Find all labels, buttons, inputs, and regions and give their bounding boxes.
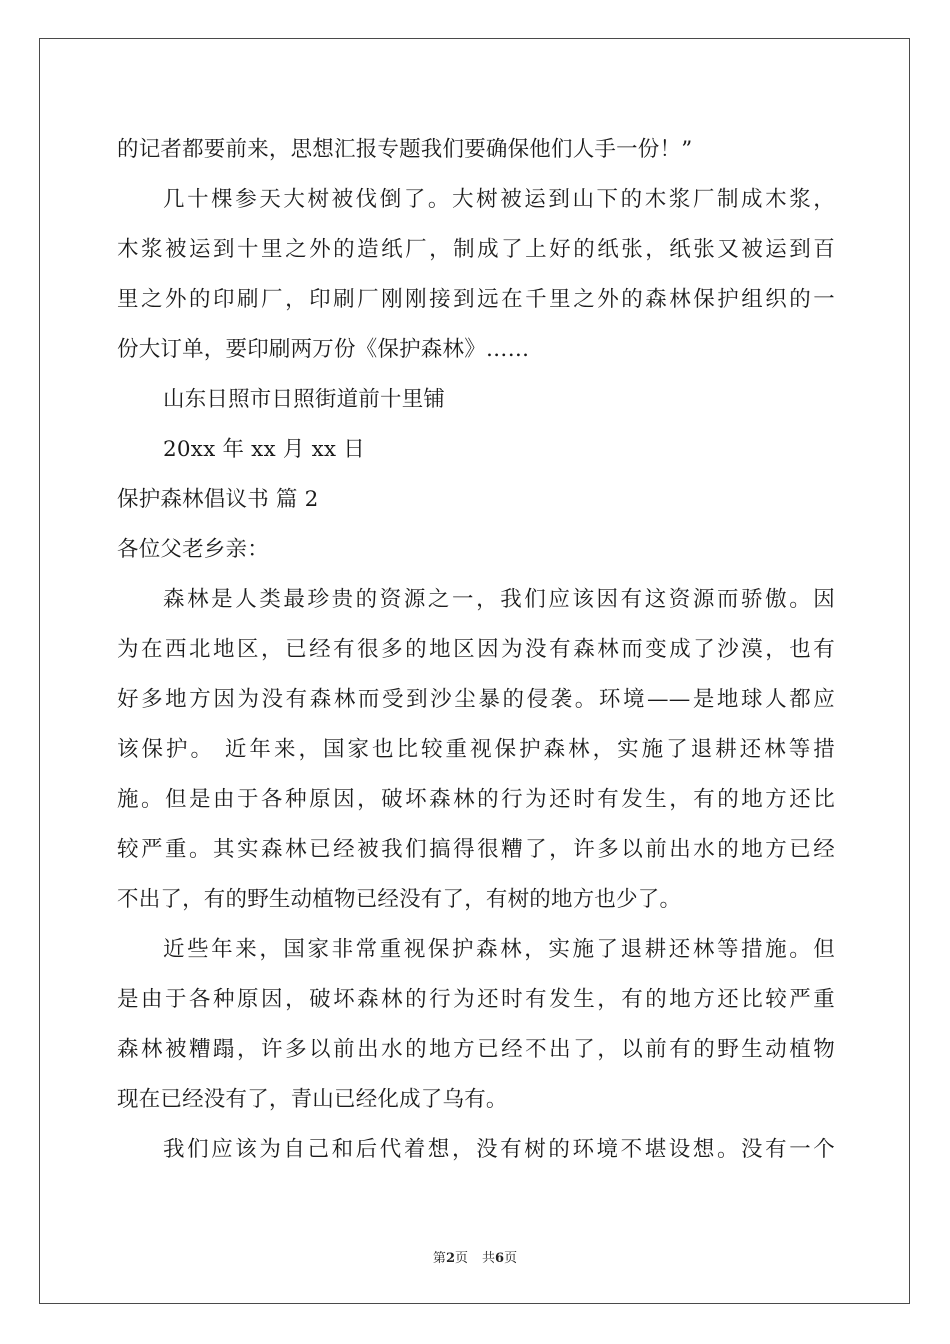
- text-line: 施。但是由于各种原因，破坏森林的行为还时有发生，有的地方还比: [117, 787, 835, 812]
- text-line: 木浆被运到十里之外的造纸厂，制成了上好的纸张，纸张又被运到百: [117, 237, 835, 262]
- total-pages-prefix: 共: [482, 1251, 496, 1266]
- salutation: 各位父老乡亲：: [117, 537, 269, 562]
- document-body: [117, 125, 835, 1175]
- text-line: 的记者都要前来，思想汇报专题我们要确保他们人手一份！”: [117, 137, 693, 162]
- address-line: 山东日照市日照街道前十里铺: [163, 387, 446, 412]
- page-footer: [0, 1247, 950, 1266]
- text-line: 份大订单，要印刷两万份《保护森林》……: [117, 337, 530, 362]
- text-line: 我们应该为自己和后代着想，没有树的环境不堪设想。没有一个: [163, 1137, 835, 1162]
- section-heading: 保护森林倡议书 篇 2: [117, 487, 319, 512]
- text-line: 里之外的印刷厂，印刷厂刚刚接到远在千里之外的森林保护组织的一: [117, 287, 835, 312]
- text-line: 现在已经没有了，青山已经化成了乌有。: [117, 1087, 508, 1112]
- date-line: 20xx 年 xx 月 xx 日: [163, 437, 365, 462]
- total-pages-number: 6: [495, 1251, 505, 1266]
- current-page-number: 2: [445, 1251, 455, 1266]
- text-line: 几十棵参天大树被伐倒了。大树被运到山下的木浆厂制成木浆，: [163, 187, 835, 212]
- text-line: 森林是人类最珍贵的资源之一，我们应该因有这资源而骄傲。因: [163, 587, 835, 612]
- page-number-prefix: 第: [432, 1251, 446, 1266]
- text-line: 好多地方因为没有森林而受到沙尘暴的侵袭。环境——是地球人都应: [117, 687, 835, 712]
- text-line: 该保护。 近年来，国家也比较重视保护森林，实施了退耕还林等措: [117, 737, 835, 762]
- text-line: 不出了，有的野生动植物已经没有了，有树的地方也少了。: [117, 887, 682, 912]
- text-line: 较严重。其实森林已经被我们搞得很糟了，许多以前出水的地方已经: [117, 837, 835, 862]
- text-line: 森林被糟蹋，许多以前出水的地方已经不出了，以前有的野生动植物: [117, 1037, 835, 1062]
- text-line: 是由于各种原因，破坏森林的行为还时有发生，有的地方还比较严重: [117, 987, 835, 1012]
- text-line: 近些年来，国家非常重视保护森林，实施了退耕还林等措施。但: [163, 937, 835, 962]
- text-line: 为在西北地区，已经有很多的地区因为没有森林而变成了沙漠，也有: [117, 637, 835, 662]
- page-number-suffix: 页: [454, 1251, 468, 1266]
- total-pages-suffix: 页: [504, 1251, 518, 1266]
